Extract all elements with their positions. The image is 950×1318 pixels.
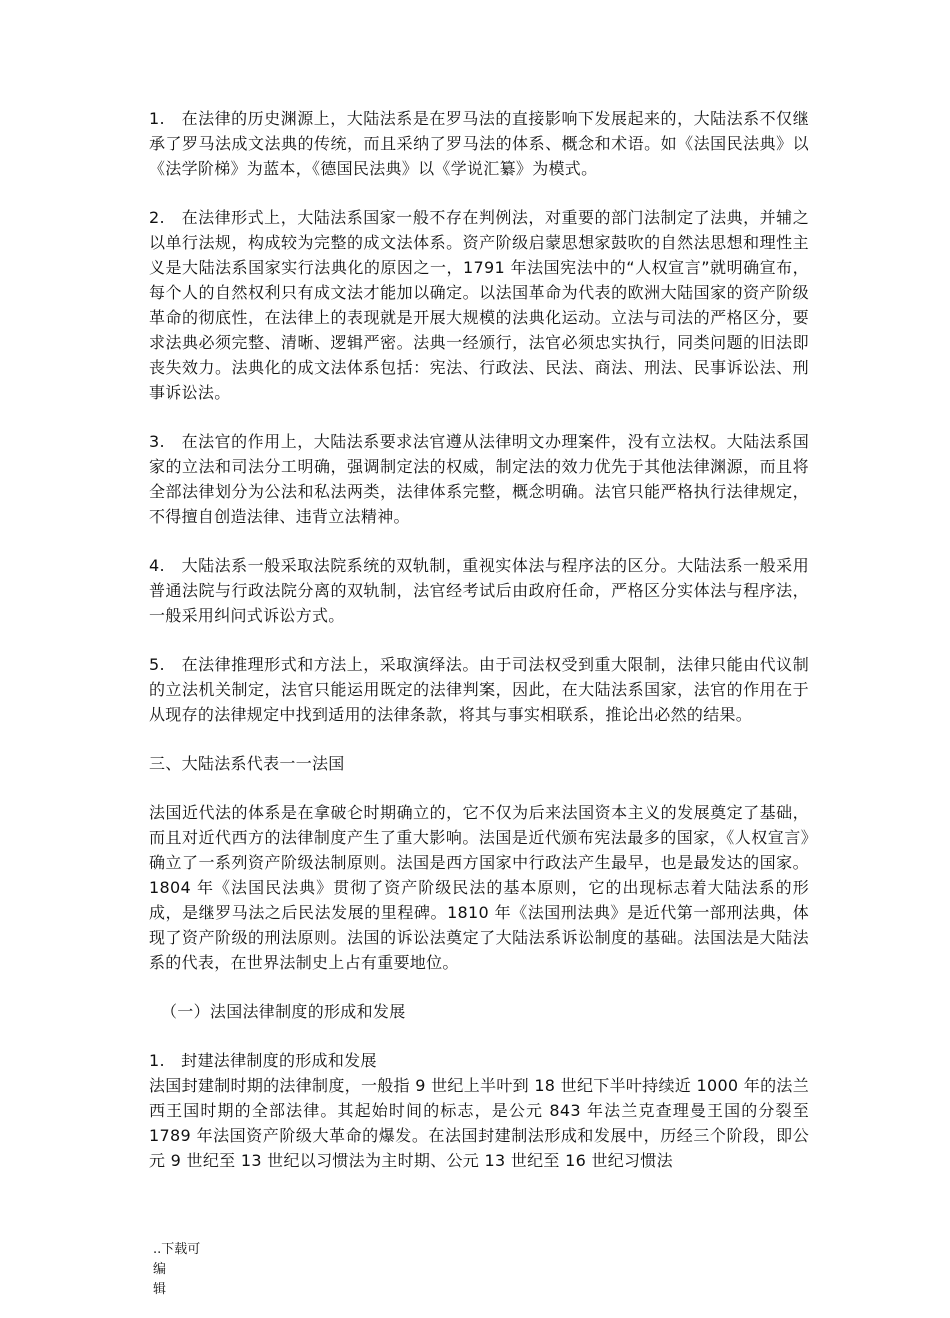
paragraph-2: 2. 在法律形式上，大陆法系国家一般不存在判例法，对重要的部门法制定了法典，并辅之以单行法规，构成较为完整的成文法体系。资产阶级启蒙思想家鼓吹的自然法思想和理性主义是大陆法系国家实行法典化的原因之一，1791 年法国宪法中的“人权宣言”就明确宣布，每个人的自然权利只有成文法才能加以确定。以法国革命为代表的欧洲大陆国家的资产阶级革命的彻底性，在法律上的表现就是开展大规模的法典化运动。立法与司法的严格区分，要求法典必须完整、清晰、逻辑严密。法典一经颁行，法官必须忠实执行，同类问题的旧法即丧失效力。法典化的成文法体系包括：宪法、行政法、民法、商法、刑法、民事诉讼法、刑事诉讼法。 [149, 208, 809, 402]
sub-item-heading: 1. 封建法律制度的形成和发展 [149, 1051, 377, 1070]
footer-line-2: 辑 [153, 1282, 167, 1297]
document-body [149, 106, 809, 1173]
feudal-paragraph: 法国封建制时期的法律制度，一般指 9 世纪上半叶到 18 世纪下半叶持续近 1000 年的法兰西王国时期的全部法律。其起始时间的标志，是公元 843 年法兰克查理曼王国的分裂至 1789 年法国资产阶级大革命的爆发。在法国封建制法形成和发展中，历经三个阶段，即公元 9 世纪至 13 世纪以习惯法为主时期、公元 13 世纪至 16 世纪习惯法 [149, 1076, 809, 1170]
paragraph-1: 1. 在法律的历史渊源上，大陆法系是在罗马法的直接影响下发展起来的，大陆法系不仅继承了罗马法成文法典的传统，而且采纳了罗马法的体系、概念和术语。如《法国民法典》以《法学阶梯》为蓝本，《德国民法典》以《学说汇纂》为模式。 [149, 109, 809, 178]
paragraph-5: 5. 在法律推理形式和方法上，采取演绎法。由于司法权受到重大限制，法律只能由代议制的立法机关制定，法官只能运用既定的法律判案，因此，在大陆法系国家，法官的作用在于从现存的法律规定中找到适用的法律条款，将其与事实相联系，推论出必然的结果。 [149, 655, 809, 724]
france-paragraph: 法国近代法的体系是在拿破仑时期确立的，它不仅为后来法国资本主义的发展奠定了基础，而且对近代西方的法律制度产生了重大影响。法国是近代颁布宪法最多的国家，《人权宣言》确立了一系列资产阶级法制原则。法国是西方国家中行政法产生最早，也是最发达的国家。1804 年《法国民法典》贯彻了资产阶级民法的基本原则，它的出现标志着大陆法系的形成，是继罗马法之后民法发展的里程碑。1810 年《法国刑法典》是近代第一部刑法典，体现了资产阶级的刑法原则。法国的诉讼法奠定了大陆法系诉讼制度的基础。法国法是大陆法系的代表，在世界法制史上占有重要地位。 [149, 803, 809, 972]
paragraph-3: 3. 在法官的作用上，大陆法系要求法官遵从法律明文办理案件，没有立法权。大陆法系国家的立法和司法分工明确，强调制定法的权威，制定法的效力优先于其他法律渊源，而且将全部法律划分为公法和私法两类，法律体系完整，概念明确。法官只能严格执行法律规定，不得擅自创造法律、违背立法精神。 [149, 432, 809, 526]
footer-line-1: ..下载可编 [153, 1242, 201, 1277]
paragraph-4: 4. 大陆法系一般采取法院系统的双轨制，重视实体法与程序法的区分。大陆法系一般采用普通法院与行政法院分离的双轨制，法官经考试后由政府任命，严格区分实体法与程序法，一般采用纠问式诉讼方式。 [149, 556, 809, 625]
footer-note [153, 1240, 213, 1300]
subsection-heading: （一）法国法律制度的形成和发展 [161, 1002, 406, 1021]
section-heading: 三、大陆法系代表一一法国 [149, 754, 345, 773]
